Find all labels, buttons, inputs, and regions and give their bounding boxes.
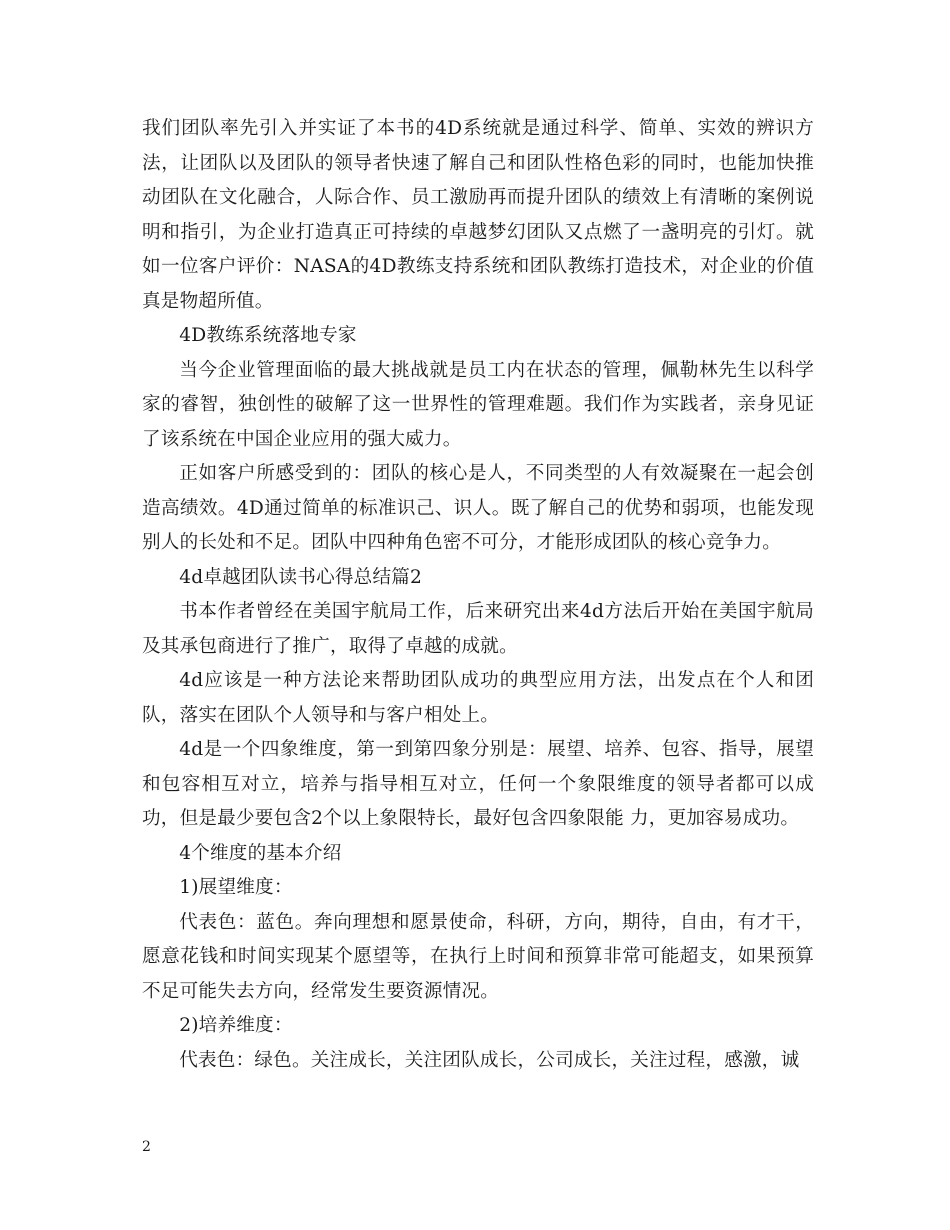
section-heading-cultivate-dimension: 2)培养维度： — [179, 1015, 293, 1036]
paragraph-author-background: 书本作者曾经在美国宇航局工作，后来研究出来4d方法后开始在美国宇航局及其承包商进行了推广，取得了卓越的成就。 — [142, 601, 814, 657]
paragraph-management-challenge: 当今企业管理面临的最大挑战就是员工内在状态的管理，佩勒林先生以科学家的睿智，独创性的破解了这一世界性的管理难题。我们作为实践者，亲身见证了该系统在中国企业应用的强大威力。 — [142, 359, 814, 450]
section-heading-vision-dimension: 1)展望维度： — [179, 877, 293, 898]
document-body — [142, 112, 814, 1078]
page-number: 2 — [142, 1139, 151, 1155]
section-heading-part-2: 4d卓越团队读书心得总结篇2 — [179, 566, 423, 588]
paragraph-vision-description: 代表色：蓝色。奔向理想和愿景使命，科研，方向，期待，自由，有才干，愿意花钱和时间实现某个愿望等，在执行上时间和预算非常可能超支，如果预算不足可能失去方向，经常发生要资源情况。 — [142, 911, 814, 1002]
section-heading-dimensions-intro: 4个维度的基本介绍 — [179, 842, 342, 864]
paragraph-four-quadrants: 4d是一个四象维度，第一到第四象分别是：展望、培养、包容、指导，展望和包容相互对立，培养与指导相互对立，任何一个象限维度的领导者都可以成功，但是最少要包含2个以上象限特长，最好包含四象限能 力，更加容易成功。 — [142, 739, 814, 829]
section-heading-4d-expert: 4D教练系统落地专家 — [179, 325, 357, 346]
paragraph-team-intro: 我们团队率先引入并实证了本书的4D系统就是通过科学、简单、实效的辨识方法，让团队以及团队的领导者快速了解自己和团队性格色彩的同时，也能加快推动团队在文化融合，人际合作、员工激励再而提升团队的绩效上有清晰的案例说明和指引，为企业打造真正可持续的卓越梦幻团队又点燃了一盏明亮的引灯。就如一位客户评价：NASA的4D教练支持系统和团队教练打造技术，对企业的价值真是物超所值。 — [142, 118, 814, 312]
paragraph-methodology: 4d应该是一种方法论来帮助团队成功的典型应用方法，出发点在个人和团队，落实在团队个人领导和与客户相处上。 — [142, 670, 814, 726]
paragraph-cultivate-description: 代表色：绿色。关注成长，关注团队成长，公司成长，关注过程，感激，诚 — [179, 1049, 800, 1071]
paragraph-customer-feedback: 正如客户所感受到的：团队的核心是人，不同类型的人有效凝聚在一起会创造高绩效。4D通过简单的标准识己、识人。既了解自己的优势和弱项，也能发现别人的长处和不足。团队中四种角色密不可分，才能形成团队的核心竞争力。 — [142, 463, 814, 553]
